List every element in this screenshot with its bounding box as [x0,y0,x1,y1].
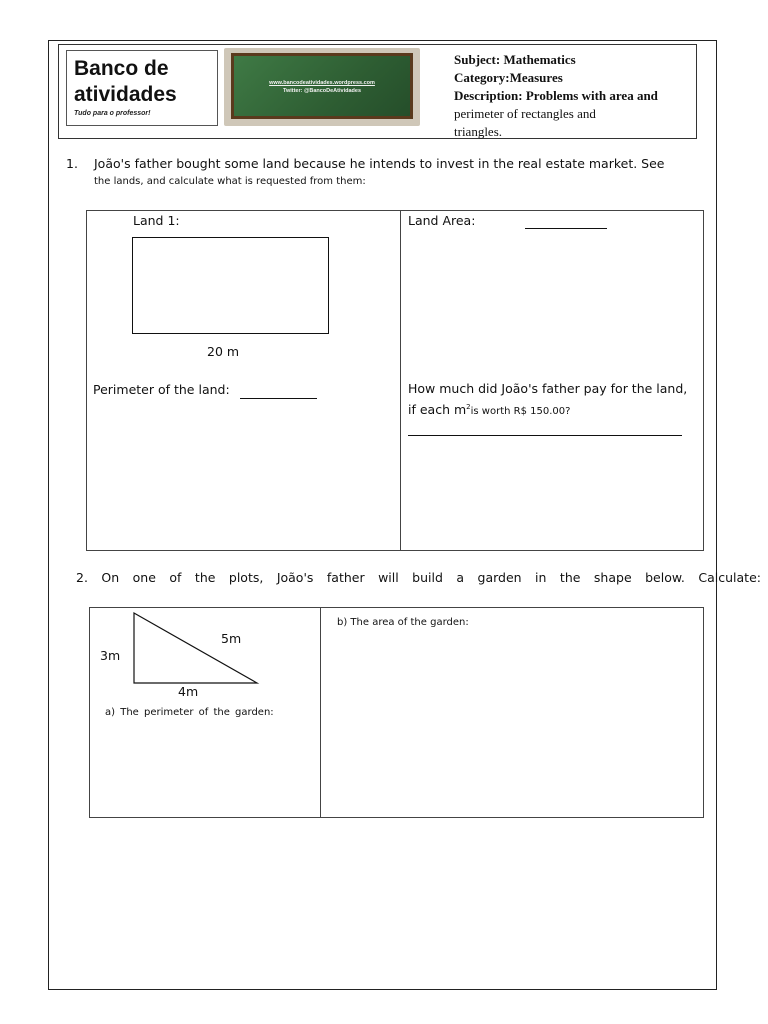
price-question-line1: How much did João's father pay for the land, [408,381,688,396]
land-1-label: Land 1: [133,213,180,228]
description-label: Description: [454,88,523,103]
land-rectangle [132,237,329,334]
part-b-area: b) The area of the garden: [337,617,469,628]
price-question-prefix: if each m [408,402,467,417]
triangle-shape [134,613,257,683]
chalkboard-twitter: Twitter: @BancoDeAtividades [283,88,361,94]
question-1-table-divider [400,210,401,551]
price-answer-line[interactable] [408,435,682,436]
logo-title-line1: Banco de [74,57,169,80]
perimeter-answer-line[interactable] [240,398,317,399]
land-area-answer-line[interactable] [525,228,607,229]
price-question-suffix: is worth R$ 150.00? [470,406,571,417]
category-line: Category:Measures [454,70,563,85]
question-2 [76,570,761,585]
question-1-text-line2: the lands, and calculate what is requested from them: [94,176,366,187]
land-area-label: Land Area: [408,213,476,228]
subject-line: Subject: Mathematics [454,52,576,67]
question-1-text-line1: João's father bought some land because he intends to invest in the real estate market. See [94,156,665,171]
logo-title-line2: atividades [74,83,177,106]
question-2-number: 2. [76,570,88,585]
question-2-text: On one of the plots, João's father will build a garden in the shape below. Calculate: [101,570,761,585]
triangle-height-label: 3m [100,648,121,663]
price-question-superscript: 2 [466,402,471,411]
description-line2: perimeter of rectangles and [454,106,596,121]
description-line [454,87,694,105]
logo-tagline: Tudo para o professor! [74,110,151,117]
triangle-hypotenuse-label: 5m [221,631,242,646]
description-line3: triangles. [454,124,503,139]
garden-triangle [120,605,270,695]
worksheet-info [454,51,694,141]
question-1-number: 1. [66,156,78,171]
land-dimension-label: 20 m [207,344,240,359]
price-question-line2 [408,402,570,417]
triangle-base-label: 4m [178,684,199,699]
description-bold: Problems with area and [525,88,658,103]
part-a-perimeter: a) The perimeter of the garden: [105,707,274,718]
question-2-table-divider [320,607,321,818]
logo-title [74,56,224,108]
perimeter-label: Perimeter of the land: [93,382,230,397]
chalkboard-image [231,53,413,119]
chalkboard-url: www.bancodeatividades.wordpress.com [269,80,375,86]
